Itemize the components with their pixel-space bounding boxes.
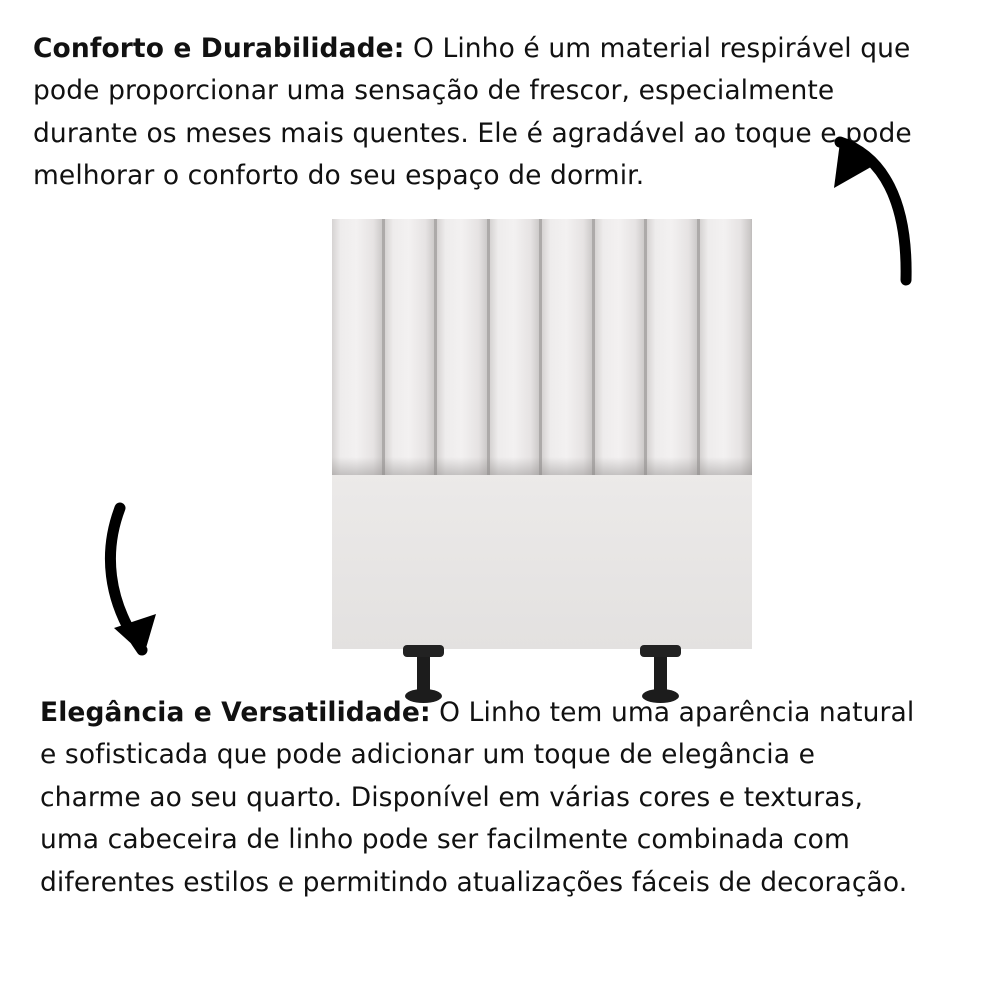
section-elegance-lead: Elegância e Versatilidade: — [40, 697, 431, 728]
leg-cap-left — [403, 645, 444, 657]
section-elegance-body: O Linho tem uma aparência natural e sofisticada que pode adicionar um toque de elegância e charme ao seu quarto. Disponível em várias cores e texturas, uma cabeceira de linho pode ser facilmente combinada com diferentes estilos e permitindo atualizações fáceis de decoração. — [40, 697, 915, 898]
curved-arrow-up-icon — [810, 130, 930, 324]
product-image — [332, 219, 752, 689]
curved-arrow-down-icon — [100, 500, 210, 674]
headboard-leg-right — [654, 649, 667, 697]
section-comfort-lead: Conforto e Durabilidade: — [33, 33, 405, 64]
headboard-panel — [332, 219, 752, 649]
channel-1 — [332, 219, 385, 475]
channel-8 — [700, 219, 753, 475]
channel-3 — [437, 219, 490, 475]
section-comfort-paragraph — [33, 28, 923, 198]
channel-shadow — [332, 457, 752, 475]
channel-5 — [542, 219, 595, 475]
channel-4 — [490, 219, 543, 475]
section-elegance-paragraph — [40, 692, 920, 904]
leg-cap-right — [640, 645, 681, 657]
channel-6 — [595, 219, 648, 475]
headboard-leg-left — [417, 649, 430, 697]
headboard-channels — [332, 219, 752, 475]
channel-2 — [385, 219, 438, 475]
channel-7 — [647, 219, 700, 475]
section-comfort-body: O Linho é um material respirável que pode proporcionar uma sensação de frescor, especialmente durante os meses mais quentes. Ele é agradável ao toque e pode melhorar o conforto do seu espaço de dormir. — [33, 33, 912, 192]
headboard-lower-panel — [332, 469, 752, 649]
